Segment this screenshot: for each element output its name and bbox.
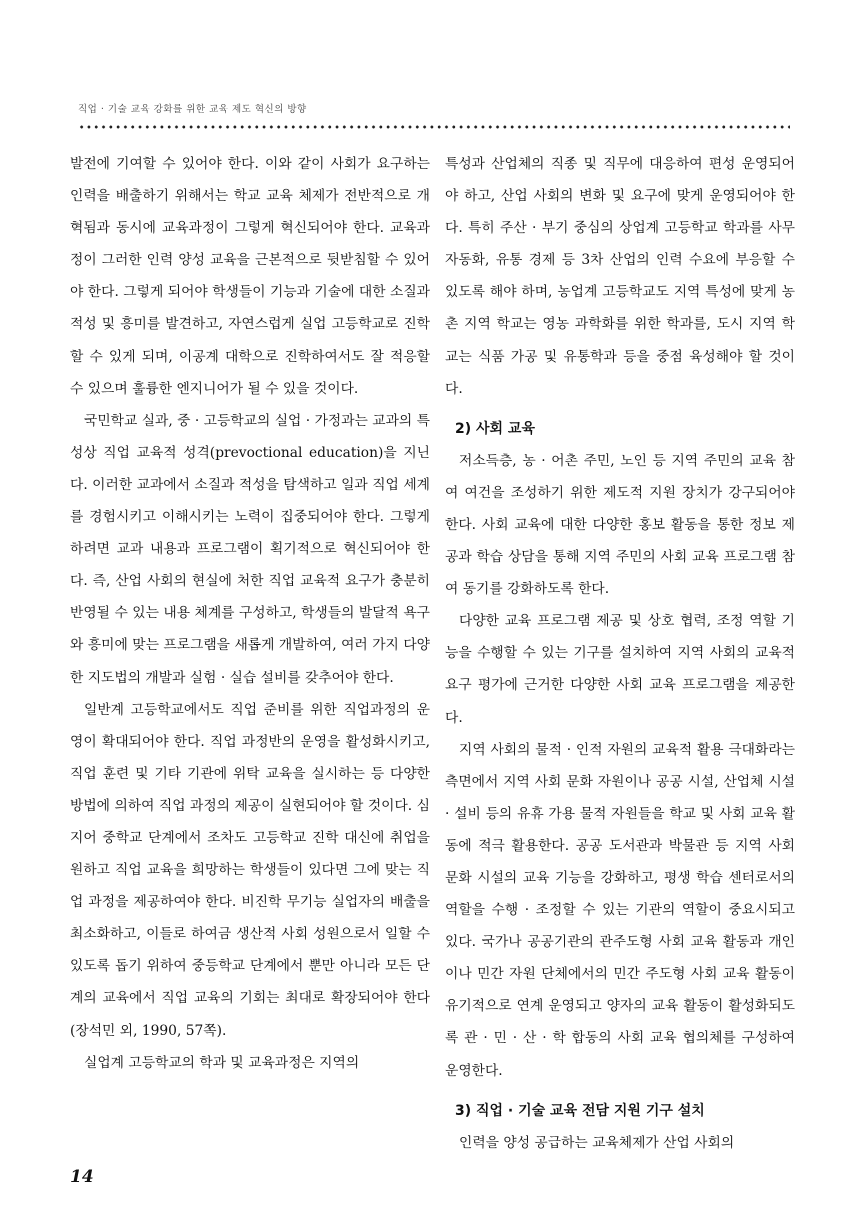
paragraph: 특성과 산업체의 직종 및 직무에 대응하여 편성 운영되어야 하고, 산업 사회의 변화 및 요구에 맞게 운영되어야 한다. 특히 주산 · 부기 중심의 상업계 고등학교 학과를 사무 자동화, 유통 경제 등 3차 산업의 인력 수요에 부응할 수 있도록 해야 하며, 농업계 고등학교도 지역 특성에 맞게 농촌 지역 학교는 영농 과학화를 위한 학과를, 도시 지역 학교는 식품 가공 및 유통학과 등을 중점 육성해야 할 것이다. — [445, 156, 795, 397]
section-heading: 3) 직업 · 기술 교육 전담 지원 기구 설치 — [455, 1102, 705, 1119]
section-heading: 2) 사회 교육 — [455, 420, 535, 437]
page-number: 14 — [70, 1167, 94, 1187]
running-header: 직업 · 기술 교육 강화를 위한 교육 제도 혁신의 방향 — [78, 104, 307, 115]
paragraph: 다양한 교육 프로그램 제공 및 상호 협력, 조정 역할 기능을 수행할 수 있는 기구를 설치하여 지역 사회의 교육적 요구 평가에 근거한 다양한 사회 교육 프로그램을 제공한다. — [445, 613, 795, 726]
paragraph: 인력을 양성 공급하는 교육체제가 산업 사회의 — [459, 1134, 735, 1151]
left-column — [70, 148, 430, 1079]
dotted-rule — [78, 124, 790, 130]
right-column — [445, 148, 795, 1159]
paragraph: 일반계 고등학교에서도 직업 준비를 위한 직업과정의 운영이 확대되어야 한다. 직업 과정반의 운영을 활성화시키고, 직업 훈련 및 기타 기관에 위탁 교육을 실시하는 등 다양한 방법에 의하여 직업 과정의 제공이 실현되어야 할 것이다. 심지어 중학교 단계에서 조차도 고등학교 진학 대신에 취업을 원하고 직업 교육을 희망하는 학생들이 있다면 그에 맞는 직업 과정을 제공하여야 한다. 비진학 무기능 실업자의 배출을 최소화하고, 이들로 하여금 생산적 사회 성원으로서 일할 수 있도록 돕기 위하여 중등학교 단계에서 뿐만 아니라 모든 단계의 교육에서 직업 교육의 기회는 최대로 확장되어야 한다(장석민 외, 1990, 57쪽). — [70, 701, 430, 1039]
paragraph: 저소득층, 농 · 어촌 주민, 노인 등 지역 주민의 교육 참여 여건을 조성하기 위한 제도적 지원 장치가 강구되어야 한다. 사회 교육에 대한 다양한 홍보 활동을 통한 정보 제공과 학습 상담을 통해 지역 주민의 사회 교육 프로그램 참여 동기를 강화하도록 한다. — [445, 452, 795, 598]
paragraph: 실업계 고등학교의 학과 및 교육과정은 지역의 — [84, 1054, 360, 1071]
paragraph: 국민학교 실과, 중 · 고등학교의 실업 · 가정과는 교과의 특성상 직업 교육적 성격(prevoctional education)을 지닌다. 이러한 교과에서 소질과 적성을 탐색하고 일과 직업 세계를 경험시키고 이해시키는 노력이 집중되어야 한다. 그렇게 하려면 교과 내용과 프로그램이 획기적으로 혁신되어야 한다. 즉, 산업 사회의 현실에 처한 직업 교육적 요구가 충분히 반영될 수 있는 내용 체계를 구성하고, 학생들의 발달적 욕구와 흥미에 맞는 프로그램을 새롭게 개발하여, 여러 가지 다양한 지도법의 개발과 실험 · 실습 설비를 갖추어야 한다. — [70, 412, 430, 686]
paragraph: 발전에 기여할 수 있어야 한다. 이와 같이 사회가 요구하는 인력을 배출하기 위해서는 학교 교육 체제가 전반적으로 개혁됨과 동시에 교육과정이 그렇게 혁신되어야 한다. 교육과정이 그러한 인력 양성 교육을 근본적으로 뒷받침할 수 있어야 한다. 그렇게 되어야 학생들이 기능과 기술에 대한 소질과 적성 및 흥미를 발견하고, 자연스럽게 실업 고등학교로 진학할 수 있게 되며, 이공계 대학으로 진학하여서도 잘 적응할 수 있으며 훌륭한 엔지니어가 될 수 있을 것이다. — [70, 156, 430, 397]
paragraph: 지역 사회의 물적 · 인적 자원의 교육적 활용 극대화라는 측면에서 지역 사회 문화 자원이나 공공 시설, 산업체 시설 · 설비 등의 유휴 가용 물적 자원들을 학교 및 사회 교육 활동에 적극 활용한다. 공공 도서관과 박물관 등 지역 사회 문화 시설의 교육 기능을 강화하고, 평생 학습 센터로서의 역할을 수행 · 조정할 수 있는 기관의 역할이 중요시되고 있다. 국가나 공공기관의 관주도형 사회 교육 활동과 개인이나 민간 자원 단체에서의 민간 주도형 사회 교육 활동이 유기적으로 연계 운영되고 양자의 교육 활동이 활성화되도록 관 · 민 · 산 · 학 합동의 사회 교육 협의체를 구성하여 운영한다. — [445, 741, 795, 1079]
